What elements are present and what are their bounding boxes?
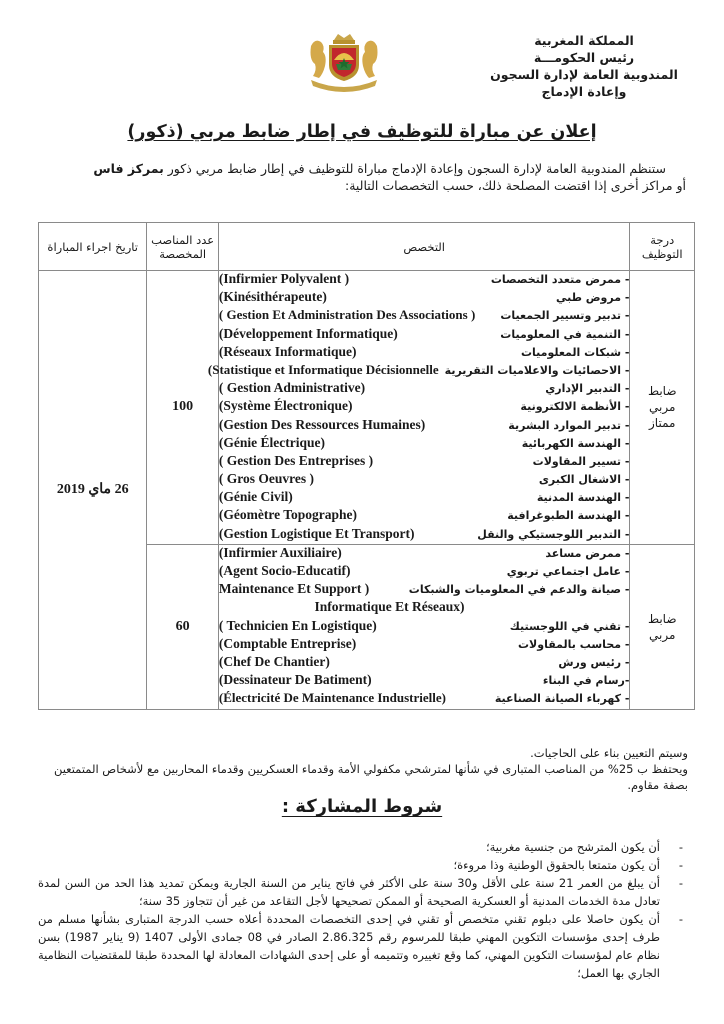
specialty-cell xyxy=(207,271,630,545)
header-count: عدد المناصب المخصصة xyxy=(147,223,218,271)
specialty-arabic: - رئيس ورش xyxy=(558,655,630,669)
conditions-heading: شروط المشاركة : xyxy=(281,796,443,817)
org-line: رئيس الحكومـــة xyxy=(533,50,635,65)
intro-text: ستنظم المندوبية العامة لإدارة السجون وإعادة الإدماج مباراة للتوظيف في إطار ضابط مربي ذكور xyxy=(163,161,666,176)
specialty-item xyxy=(219,654,630,672)
page-title: إعلان عن مباراة للتوظيف في إطار ضابط مربي (ذكور) xyxy=(127,122,597,142)
grade-cell: ضابط مربي xyxy=(630,544,695,709)
specialty-item xyxy=(219,453,630,471)
bullet-dash-icon: - xyxy=(678,858,684,872)
specialty-arabic: - التدبير اللوجستيكي والنقل xyxy=(477,527,630,541)
specialty-item xyxy=(219,271,630,289)
condition-text: أن يكون حاصلا على دبلوم تقني متخصص أو تقني في إحدى التخصصات المحددة أعلاه حسب الدرجة المتبارى بشأنها مسلم من طرف إحدى مؤسسات التكوين المهني طبقا للمرسوم رقم 2.86.325 الصادر في 08 جمادى الأولى 1407 (9 يناير 1987) بسن نظام عام لمؤسسات التكوين المهني، كما وقع تغييره وتتميمه أو على إحدى الشهادات المعادلة لها المحددة طبقا للمقتضيات النظامية الجاري بها العمل؛ xyxy=(38,912,660,980)
specialty-arabic: - الهندسة الكهربائية xyxy=(521,436,630,450)
exam-date: 26 ماي 2019 xyxy=(39,271,147,710)
condition-item xyxy=(38,838,688,856)
specialty-arabic: - الاحصائيات والاعلاميات التقريرية xyxy=(444,363,630,377)
specialty-french: (Développement Informatique) xyxy=(218,325,398,341)
specialty-arabic: - الاشغال الكبرى xyxy=(538,473,630,487)
note-line: ويحتفظ ب 25% من المناصب المتبارى في شأنها لمترشحي مكفولي الأمة وقدماء العسكريين وقدماء المحاربين مع لأشخاص المتمتعين بصفة مقاوم. xyxy=(53,762,688,792)
specialty-arabic: - تقني في اللوجستيك xyxy=(509,619,630,633)
condition-item xyxy=(38,856,688,874)
note-line: وسيتم التعيين بناء على الحاجيات. xyxy=(530,746,688,760)
specialty-french: (Électricité De Maintenance Industrielle) xyxy=(218,690,446,706)
specialty-item xyxy=(219,398,630,416)
specialty-item xyxy=(219,380,630,398)
table-header-row xyxy=(39,223,695,271)
specialty-item xyxy=(219,636,630,654)
specialty-arabic: - ممرض مساعد xyxy=(545,546,630,560)
condition-item xyxy=(38,910,688,982)
specialty-french: (Comptable Entreprise) xyxy=(218,635,357,651)
specialty-french: (Agent Socio-Educatif) xyxy=(218,563,351,578)
specialty-cell xyxy=(218,544,630,709)
specialty-french: (Réseaux Informatique) xyxy=(218,343,357,359)
header-specialty: التخصص xyxy=(218,223,630,271)
specialty-item xyxy=(219,563,630,581)
specialty-french: (Dessinateur De Batiment) xyxy=(218,672,372,688)
specialty-french: ( Gestion Administrative) xyxy=(218,380,366,396)
specialty-arabic: - الهندسة الطبوغرافية xyxy=(507,509,630,523)
specialty-french: Maintenance Et Support ) xyxy=(218,581,370,597)
condition-text: أن يبلغ من العمر 21 سنة على الأقل و30 سنة على الأكثر في فاتح يناير من السنة الجارية ويمكن تمديد هذا الحد من السن لمدة تعادل مدة الخدمات المدنية أو العسكرية الصحيحة أو الممكن تصحيحها لأجل التقاعد من غير أن تتجاوز 35 سنة؛ xyxy=(38,876,661,908)
specialty-french: (Génie Électrique) xyxy=(218,434,325,450)
specialty-arabic: - التدبير الإداري xyxy=(545,382,630,396)
specialty-french: (Kinésithérapeute) xyxy=(218,289,327,305)
specialty-item xyxy=(219,618,630,636)
specialty-item xyxy=(219,471,630,489)
specialty-arabic: - محاسب بالمقاولات xyxy=(518,637,630,651)
specialty-arabic: - كهرباء الصيانة الصناعية xyxy=(494,692,630,706)
specialty-item xyxy=(219,417,630,435)
condition-text: أن يكون متمتعا بالحقوق الوطنية وذا مروءة؛ xyxy=(453,858,660,872)
specialty-arabic: - تدبير الموارد البشرية xyxy=(508,418,630,432)
org-line: وإعادة الإدماج xyxy=(541,84,627,99)
specialty-item xyxy=(219,307,630,325)
table-row xyxy=(39,271,695,545)
specialty-item xyxy=(207,361,630,380)
specialty-arabic: - الهندسة المدنية xyxy=(536,491,630,505)
specialty-arabic: - تسيير المقاولات xyxy=(532,454,630,468)
specialty-arabic: - ممرض متعدد التخصصات xyxy=(490,273,630,286)
specialty-arabic: - شبكات المعلوميات xyxy=(520,345,630,359)
specialty-item xyxy=(219,435,630,453)
intro-paragraph xyxy=(36,160,686,194)
specialty-arabic: - الأنظمة الالكترونية xyxy=(520,400,630,414)
specialty-french: Informatique Et Réseaux) xyxy=(314,599,465,615)
specialty-item xyxy=(219,581,630,599)
specialty-french: (Infirmier Auxiliaire) xyxy=(218,544,342,560)
grade-cell: ضابط مربي ممتاز xyxy=(630,271,695,545)
specialty-french: (Infirmier Polyvalent ) xyxy=(218,271,350,286)
intro-text-line2: أو مراكز أخرى إذا اقتضت المصلحة ذلك، حسب التخصصات التالية: xyxy=(345,178,686,193)
specialty-item xyxy=(219,344,630,362)
conditions-list xyxy=(38,838,688,982)
specialty-french: (Système Électronique) xyxy=(218,398,353,414)
specialty-arabic: - عامل اجتماعي تربوي xyxy=(506,565,630,578)
specialty-french: ( Gestion Et Administration Des Associations ) xyxy=(218,307,476,323)
bullet-dash-icon: - xyxy=(678,912,684,926)
specialty-french: ( Gestion Des Entreprises ) xyxy=(218,452,374,468)
specialty-continuation xyxy=(219,599,630,617)
specialty-arabic: - صيانة والدعم في المعلوميات والشبكات xyxy=(408,583,630,597)
specialty-french: (Chef De Chantier) xyxy=(218,653,330,669)
specialty-item xyxy=(219,326,630,344)
specialty-item xyxy=(219,507,630,525)
condition-item xyxy=(38,874,688,910)
issuing-organization xyxy=(484,32,684,100)
specialty-arabic: - التنمية في المعلوميات xyxy=(500,327,630,341)
specialty-french: (Génie Civil) xyxy=(218,489,293,505)
notes xyxy=(28,745,688,793)
bullet-dash-icon: - xyxy=(678,840,684,854)
org-line: المملكة المغربية xyxy=(534,33,634,48)
specialties-table xyxy=(38,222,695,710)
position-count: 100 xyxy=(147,271,218,545)
org-line: المندوبية العامة لإدارة السجون xyxy=(490,67,678,82)
specialty-arabic: - تدبير وتسيير الجمعيات xyxy=(500,309,630,323)
condition-text: أن يكون المترشح من جنسية مغربية؛ xyxy=(485,840,660,854)
specialty-french: (Gestion Logistique Et Transport) xyxy=(218,525,415,541)
header-grade: درجة التوظيف xyxy=(630,223,695,271)
bullet-dash-icon: - xyxy=(678,876,684,890)
specialty-arabic: - مروض طبي xyxy=(555,291,630,305)
coat-of-arms-icon xyxy=(305,28,383,94)
specialty-french: ( Gros Oeuvres ) xyxy=(218,471,314,487)
position-count: 60 xyxy=(147,544,218,709)
specialty-french: (Gestion Des Ressources Humaines) xyxy=(218,416,426,432)
specialty-item xyxy=(219,526,630,544)
specialty-item xyxy=(219,289,630,307)
specialty-item xyxy=(219,545,630,563)
specialty-french: ( Technicien En Logistique) xyxy=(218,617,377,633)
intro-location: بمركز فاس xyxy=(93,161,164,176)
specialty-arabic: -رسام في البناء xyxy=(542,674,630,688)
specialty-item xyxy=(219,690,630,708)
specialty-item xyxy=(219,672,630,690)
header-date: تاريخ اجراء المباراة xyxy=(39,223,147,271)
specialty-french: (Statistique et Informatique Décisionnelle xyxy=(207,361,439,377)
specialty-item xyxy=(219,489,630,507)
specialty-french: (Géomètre Topographe) xyxy=(218,507,357,523)
